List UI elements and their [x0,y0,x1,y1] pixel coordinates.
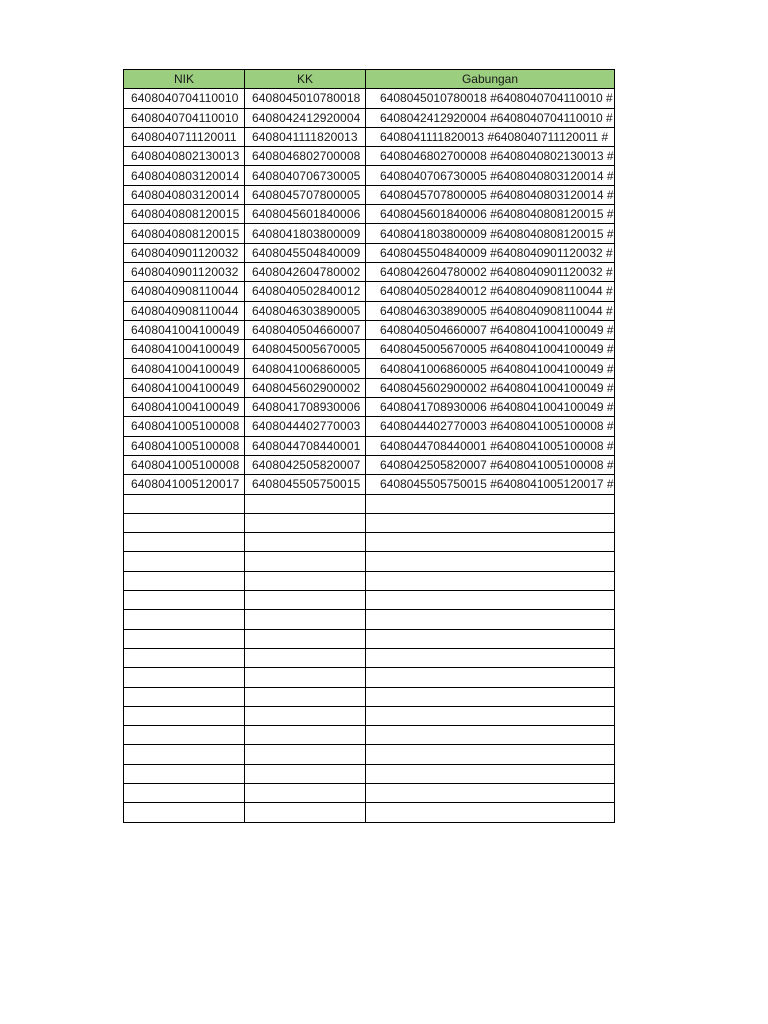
empty-cell[interactable] [245,745,366,764]
gabungan-cell[interactable]: 6408045707800005 #6408040803120014 # [366,185,615,204]
nik-cell[interactable]: 6408040901120032 [124,262,245,281]
kk-cell[interactable]: 6408045707800005 [245,185,366,204]
empty-cell[interactable] [366,764,615,783]
empty-cell[interactable] [245,648,366,667]
empty-cell[interactable] [124,783,245,802]
kk-cell[interactable]: 6408041006860005 [245,359,366,378]
empty-cell[interactable] [245,764,366,783]
gabungan-cell[interactable]: 6408045601840006 #6408040808120015 # [366,205,615,224]
nik-cell[interactable]: 6408040908110044 [124,301,245,320]
empty-cell[interactable] [245,591,366,610]
empty-cell[interactable] [124,610,245,629]
kk-cell[interactable]: 6408040504660007 [245,320,366,339]
empty-row [124,783,615,802]
empty-cell[interactable] [366,726,615,745]
kk-cell[interactable]: 6408045505750015 [245,475,366,494]
kk-cell[interactable]: 6408042505820007 [245,455,366,474]
table-row [124,108,615,127]
nik-cell[interactable]: 6408041005100008 [124,417,245,436]
empty-row [124,629,615,648]
empty-cell[interactable] [245,706,366,725]
empty-cell[interactable] [366,783,615,802]
kk-cell[interactable]: 6408042412920004 [245,108,366,127]
gabungan-cell[interactable]: 6408045505750015 #6408041005120017 # [366,475,615,494]
empty-row [124,591,615,610]
empty-row [124,668,615,687]
nik-cell[interactable]: 6408040908110044 [124,282,245,301]
gabungan-cell[interactable]: 6408042412920004 #6408040704110010 # [366,108,615,127]
empty-cell[interactable] [124,513,245,532]
empty-cell[interactable] [366,706,615,725]
empty-cell[interactable] [245,571,366,590]
empty-cell[interactable] [245,726,366,745]
nik-cell[interactable]: 6408040803120014 [124,185,245,204]
gabungan-cell[interactable]: 6408045504840009 #6408040901120032 # [366,243,615,262]
empty-cell[interactable] [124,591,245,610]
table-row [124,378,615,397]
kk-cell[interactable]: 6408045601840006 [245,205,366,224]
table-body [124,89,615,822]
table-row [124,205,615,224]
table-row [124,166,615,185]
kk-cell[interactable]: 6408041803800009 [245,224,366,243]
gabungan-cell[interactable]: 6408042604780002 #6408040901120032 # [366,262,615,281]
empty-row [124,494,615,513]
empty-cell[interactable] [245,687,366,706]
kk-cell[interactable]: 6408044402770003 [245,417,366,436]
empty-cell[interactable] [124,668,245,687]
gabungan-cell[interactable]: 6408046303890005 #6408040908110044 # [366,301,615,320]
empty-cell[interactable] [366,668,615,687]
kk-cell[interactable]: 6408042604780002 [245,262,366,281]
empty-cell[interactable] [366,533,615,552]
gabungan-cell[interactable]: 6408045602900002 #6408041004100049 # [366,378,615,397]
kk-cell[interactable]: 6408045005670005 [245,340,366,359]
empty-row [124,764,615,783]
nik-cell[interactable]: 6408040901120032 [124,243,245,262]
table-row [124,185,615,204]
nik-cell[interactable]: 6408040808120015 [124,224,245,243]
gabungan-cell[interactable]: 6408046802700008 #6408040802130013 # [366,147,615,166]
empty-cell[interactable] [366,745,615,764]
empty-row [124,745,615,764]
empty-row [124,552,615,571]
header-gabungan[interactable]: Gabungan [366,70,615,89]
table-row [124,224,615,243]
gabungan-cell[interactable]: 6408041803800009 #6408040808120015 # [366,224,615,243]
empty-row [124,513,615,532]
gabungan-cell[interactable]: 6408041006860005 #6408041004100049 # [366,359,615,378]
empty-cell[interactable] [245,610,366,629]
empty-cell[interactable] [366,687,615,706]
empty-cell[interactable] [124,533,245,552]
empty-row [124,726,615,745]
nik-cell[interactable]: 6408040711120011 [124,127,245,146]
header-nik[interactable]: NIK [124,70,245,89]
empty-row [124,706,615,725]
kk-cell[interactable]: 6408045602900002 [245,378,366,397]
table-row [124,127,615,146]
empty-cell[interactable] [366,591,615,610]
empty-cell[interactable] [124,648,245,667]
header-kk[interactable]: KK [245,70,366,89]
nik-cell[interactable]: 6408040704110010 [124,89,245,108]
gabungan-cell[interactable]: 6408044708440001 #6408041005100008 # [366,436,615,455]
table-row [124,282,615,301]
empty-row [124,648,615,667]
empty-cell[interactable] [245,783,366,802]
nik-cell[interactable]: 6408041004100049 [124,359,245,378]
empty-cell[interactable] [245,513,366,532]
table-row [124,436,615,455]
nik-cell[interactable]: 6408041004100049 [124,378,245,397]
empty-cell[interactable] [245,552,366,571]
table-row [124,301,615,320]
table-row [124,455,615,474]
table-row [124,417,615,436]
table-row [124,262,615,281]
empty-cell[interactable] [366,494,615,513]
empty-cell[interactable] [124,552,245,571]
nik-cell[interactable]: 6408041004100049 [124,320,245,339]
gabungan-cell[interactable]: 6408040502840012 #6408040908110044 # [366,282,615,301]
gabungan-cell[interactable]: 6408040706730005 #6408040803120014 # [366,166,615,185]
nik-cell[interactable]: 6408041004100049 [124,340,245,359]
header-row [124,70,615,89]
kk-cell[interactable]: 6408040502840012 [245,282,366,301]
table-row [124,359,615,378]
gabungan-cell[interactable]: 6408041708930006 #6408041004100049 # [366,398,615,417]
empty-cell[interactable] [124,629,245,648]
gabungan-cell[interactable]: 6408042505820007 #6408041005100008 # [366,455,615,474]
empty-cell[interactable] [245,803,366,822]
table-row [124,147,615,166]
nik-cell[interactable]: 6408040803120014 [124,166,245,185]
table-row [124,398,615,417]
table-row [124,89,615,108]
empty-cell[interactable] [366,629,615,648]
empty-cell[interactable] [366,803,615,822]
empty-row [124,571,615,590]
empty-cell[interactable] [366,610,615,629]
kk-cell[interactable]: 6408040706730005 [245,166,366,185]
nik-cell[interactable]: 6408041004100049 [124,398,245,417]
empty-row [124,533,615,552]
empty-cell[interactable] [245,494,366,513]
empty-cell[interactable] [366,552,615,571]
kk-cell[interactable]: 6408045504840009 [245,243,366,262]
empty-cell[interactable] [366,648,615,667]
empty-row [124,687,615,706]
data-table [123,69,615,823]
nik-cell[interactable]: 6408041005100008 [124,455,245,474]
kk-cell[interactable]: 6408046802700008 [245,147,366,166]
empty-row [124,803,615,822]
table-row [124,243,615,262]
gabungan-cell[interactable]: 6408045010780018 #6408040704110010 # [366,89,615,108]
empty-cell[interactable] [124,803,245,822]
nik-cell[interactable]: 6408040808120015 [124,205,245,224]
gabungan-cell[interactable]: 6408045005670005 #6408041004100049 # [366,340,615,359]
kk-cell[interactable]: 6408046303890005 [245,301,366,320]
table-row [124,340,615,359]
empty-cell[interactable] [245,533,366,552]
kk-cell[interactable]: 6408041111820013 [245,127,366,146]
empty-cell[interactable] [124,726,245,745]
empty-cell[interactable] [124,571,245,590]
nik-cell[interactable]: 6408040802130013 [124,147,245,166]
table-row [124,475,615,494]
empty-cell[interactable] [245,668,366,687]
nik-cell[interactable]: 6408041005100008 [124,436,245,455]
gabungan-cell[interactable]: 6408041111820013 #6408040711120011 # [366,127,615,146]
gabungan-cell[interactable]: 6408044402770003 #6408041005100008 # [366,417,615,436]
kk-cell[interactable]: 6408045010780018 [245,89,366,108]
empty-row [124,610,615,629]
empty-cell[interactable] [366,513,615,532]
empty-cell[interactable] [124,745,245,764]
empty-cell[interactable] [124,764,245,783]
empty-cell[interactable] [124,706,245,725]
kk-cell[interactable]: 6408041708930006 [245,398,366,417]
empty-cell[interactable] [245,629,366,648]
empty-cell[interactable] [124,687,245,706]
nik-cell[interactable]: 6408041005120017 [124,475,245,494]
empty-cell[interactable] [366,571,615,590]
empty-cell[interactable] [124,494,245,513]
gabungan-cell[interactable]: 6408040504660007 #6408041004100049 # [366,320,615,339]
nik-cell[interactable]: 6408040704110010 [124,108,245,127]
kk-cell[interactable]: 6408044708440001 [245,436,366,455]
table-row [124,320,615,339]
